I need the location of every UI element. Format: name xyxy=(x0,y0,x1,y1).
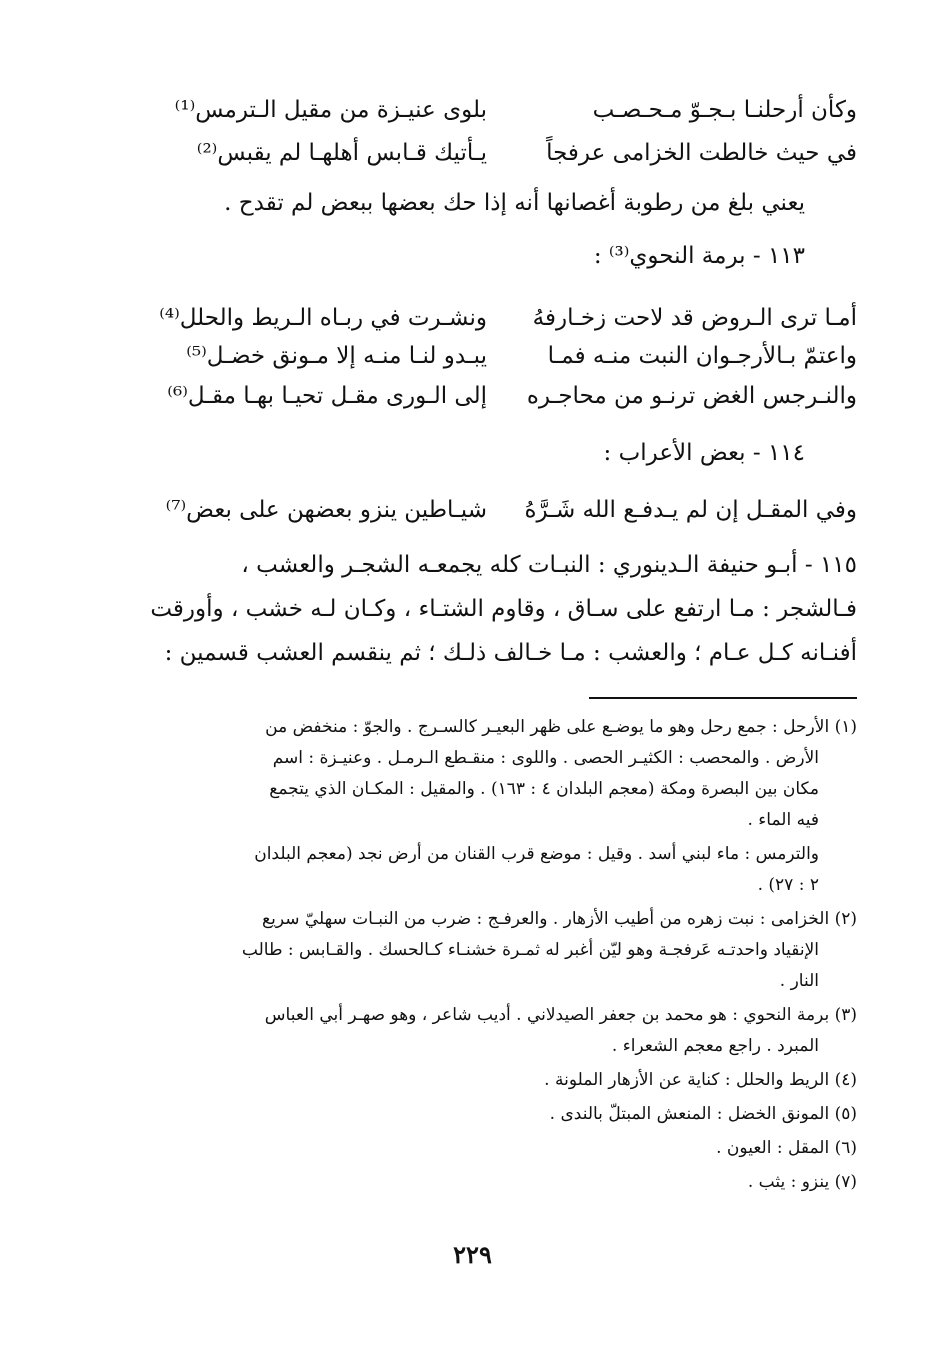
section-115-paragraph xyxy=(150,543,857,675)
section-heading-113: ١١٣ - برمة النحوي⁽³⁾ : xyxy=(593,243,805,269)
footnote-line: المبرد . راجع معجم الشعراء . xyxy=(611,1036,819,1056)
verse-line xyxy=(157,90,857,130)
footnote-1 xyxy=(157,712,857,836)
footnote-line: الأرض . والمحصب : الكثيـر الحصى . واللوى : منقـطع الـرمـل . وعنيـزة : اسم xyxy=(272,748,819,768)
footnote-line: (٦) المقل : العيون . xyxy=(716,1138,857,1158)
footnote-line: (٧) ينزو : يثب . xyxy=(747,1172,857,1192)
footnote-line: ٢ : ٢٧) . xyxy=(757,875,819,895)
verse-second-hemistich: شيـاطين ينزو بعضهن على بعض⁽⁷⁾ xyxy=(165,497,487,523)
verse-first-hemistich: وكأن أرحلنـا بـجـوّ مـحـصـب xyxy=(592,97,857,123)
footnotes xyxy=(157,712,857,1201)
paragraph-line: أفنـانه كـل عـام ؛ والعشب : مـا خـالف ذلـك ؛ ثم ينقسم العشب قسمين : xyxy=(164,640,857,666)
footnote-line: النار . xyxy=(779,971,819,991)
verse-line xyxy=(157,376,857,416)
page-number: ٢٢٩ xyxy=(453,1240,492,1269)
footnote-line: (٣) برمة النحوي : هو محمد بن جعفر الصيدلاني . أديب شاعر ، وهو صهـر أبي العباس xyxy=(264,1005,857,1025)
paragraph-line: ١١٥ - أبـو حنيفة الـدينوري : النبـات كله يجمعـه الشجـر والعشب ، xyxy=(241,552,857,578)
footnote-4 xyxy=(157,1065,857,1096)
footnote-2 xyxy=(157,904,857,997)
verse-line xyxy=(157,133,857,173)
footnote-1-continued xyxy=(157,839,857,901)
footnote-3 xyxy=(157,1000,857,1062)
footnote-line: (١) الأرحل : جمع رحل وهو ما يوضـع على ظهر البعيـر كالسـرج . والجوّ : منخفض من xyxy=(265,717,857,737)
footnote-line: (٢) الخزامى : نبت زهره من أطيب الأزهار . والعرفـج : ضرب من النبـات سهليّ سريع xyxy=(262,909,857,929)
verse-first-hemistich: واعتمّ بـالأرجـوان النبت منـه فمـا xyxy=(547,343,857,369)
section-heading-114: ١١٤ - بعض الأعراب : xyxy=(603,440,805,466)
footnote-line: الإنقياد واحدتـه عَرفجـة وهو ليّن أغبر له ثمـرة خشنـاء كـالحسك . والقـابس : طالب xyxy=(241,940,819,960)
footnote-line: (٤) الريط والحلل : كناية عن الأزهار الملونة . xyxy=(544,1070,857,1090)
footnote-line: مكان بين البصرة ومكة (معجم البلدان ٤ : ١٦٣) . والمقيل : المكـان الذي يتجمع xyxy=(269,779,819,799)
footnote-line: (٥) المونق الخضل : المنعش المبتلّ بالندى . xyxy=(549,1104,857,1124)
footnote-separator xyxy=(589,697,857,699)
verse-line xyxy=(157,336,857,376)
footnote-7 xyxy=(157,1167,857,1198)
paragraph-line: فـالشجر : مـا ارتفع على سـاق ، وقاوم الشتـاء ، وكـان لـه خشب ، وأورقت xyxy=(150,596,857,622)
footnote-6 xyxy=(157,1133,857,1164)
verse-line xyxy=(157,298,857,338)
verse-second-hemistich: يـأتيك قـابس أهلهـا لم يقبس⁽²⁾ xyxy=(196,140,487,166)
verse-second-hemistich: إلى الـورى مقـل تحيـا بهـا مقـل⁽⁶⁾ xyxy=(167,383,487,409)
commentary-text: يعني بلغ من رطوبة أغصانها أنه إذا حك بعضها ببعض لم تقدح . xyxy=(224,190,805,216)
verse-second-hemistich: يبـدو لنـا منـه إلا مـونق خضـل⁽⁵⁾ xyxy=(186,343,487,369)
verse-first-hemistich: والنـرجس الغض ترنـو من محاجـره xyxy=(526,383,857,409)
verse-first-hemistich: أمـا ترى الـروض قد لاحت زخـارفهُ xyxy=(532,305,857,331)
verse-second-hemistich: بلوى عنيـزة من مقيل الـترمس⁽¹⁾ xyxy=(174,97,487,123)
verse-first-hemistich: وفي المقـل إن لم يـدفـع الله شَـرَّهُ xyxy=(524,497,857,523)
verse-second-hemistich: ونشـرت في ربـاه الـريط والحلل⁽⁴⁾ xyxy=(159,305,487,331)
verse-line xyxy=(157,490,857,530)
footnote-5 xyxy=(157,1099,857,1130)
verse-first-hemistich: في حيث خالطت الخزامى عرفجاً xyxy=(546,140,857,166)
footnote-line: والترمس : ماء لبني أسد . وقيل : موضع قرب القنان من أرض نجد (معجم البلدان xyxy=(254,844,819,864)
footnote-line: فيه الماء . xyxy=(747,810,819,830)
